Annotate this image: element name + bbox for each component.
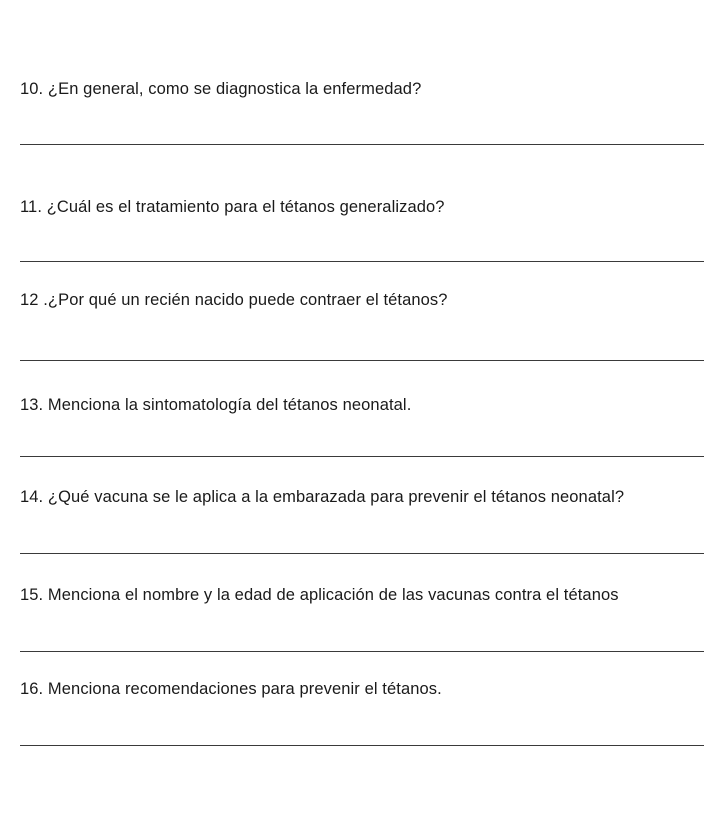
answer-line-14[interactable] xyxy=(20,553,704,554)
answer-line-16[interactable] xyxy=(20,745,704,746)
answer-line-11[interactable] xyxy=(20,261,704,262)
answer-line-10[interactable] xyxy=(20,144,704,145)
question-16: 16. Menciona recomendaciones para prevenir el tétanos. xyxy=(20,680,442,698)
answer-line-12[interactable] xyxy=(20,360,704,361)
answer-line-15[interactable] xyxy=(20,651,704,652)
question-13: 13. Menciona la sintomatología del tétanos neonatal. xyxy=(20,396,412,414)
answer-line-13[interactable] xyxy=(20,456,704,457)
question-14: 14. ¿Qué vacuna se le aplica a la embarazada para prevenir el tétanos neonatal? xyxy=(20,488,625,506)
question-15: 15. Menciona el nombre y la edad de aplicación de las vacunas contra el tétanos xyxy=(20,586,619,604)
question-12: 12 .¿Por qué un recién nacido puede contraer el tétanos? xyxy=(20,291,448,309)
question-10: 10. ¿En general, como se diagnostica la enfermedad? xyxy=(20,80,422,98)
question-11: 11. ¿Cuál es el tratamiento para el tétanos generalizado? xyxy=(20,198,445,216)
